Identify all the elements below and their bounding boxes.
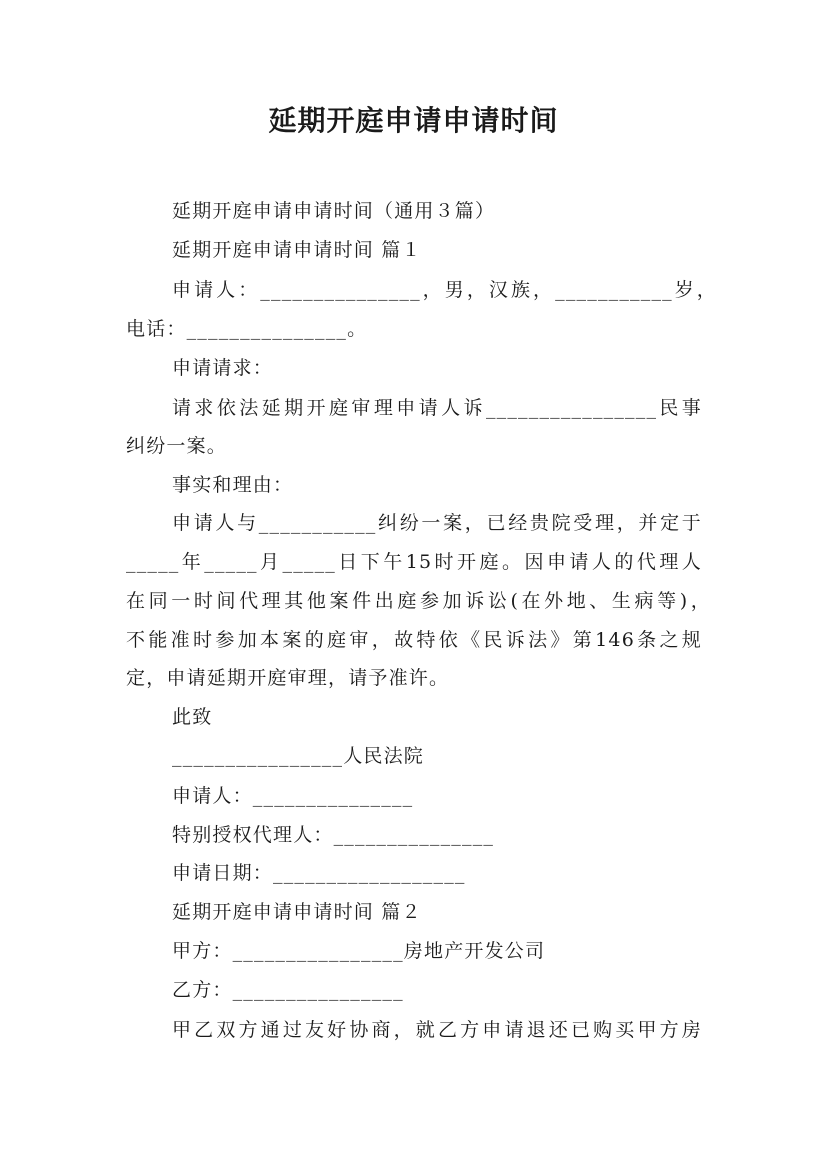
section-heading-2: 延期开庭申请申请时间 篇２: [172, 901, 422, 923]
facts-heading: 事实和理由：: [172, 474, 294, 496]
signature-applicant: 申请人：_______________: [172, 785, 414, 807]
subtitle: 延期开庭申请申请时间（通用３篇）: [172, 200, 496, 222]
party-b-line: 乙方：________________: [172, 979, 404, 1001]
signature-agent: 特别授权代理人：_______________: [172, 824, 495, 846]
facts-paragraph-line: 不能准时参加本案的庭审，故特依《民诉法》第146条之规: [126, 629, 702, 651]
facts-paragraph-line: _____年_____月_____日下午15时开庭。因申请人的代理人: [126, 551, 702, 573]
phone-line: 电话：_______________。: [126, 318, 368, 340]
salutation: 此致: [172, 706, 213, 728]
request-heading: 申请请求：: [172, 357, 274, 379]
section-heading-1: 延期开庭申请申请时间 篇１: [172, 239, 422, 261]
party-a-line: 甲方：________________房地产开发公司: [172, 940, 546, 962]
application-date: 申请日期：__________________: [172, 862, 466, 884]
facts-paragraph-line: 申请人与___________纠纷一案，已经贵院受理，并定于: [172, 512, 702, 534]
request-text-cont: 纠纷一案。: [126, 435, 228, 457]
agreement-paragraph-line: 甲乙双方通过友好协商，就乙方申请退还已购买甲方房: [172, 1019, 702, 1041]
facts-paragraph-line: 在同一时间代理其他案件出庭参加诉讼(在外地、生病等)，: [126, 590, 711, 612]
court-line: ________________人民法院: [172, 745, 425, 767]
facts-paragraph-line: 定，申请延期开庭审理，请予准许。: [126, 667, 450, 689]
request-text: 请求依法延期开庭审理申请人诉________________民事: [172, 397, 702, 419]
document-title: 延期开庭申请申请时间: [268, 104, 559, 137]
applicant-line: 申请人：_______________，男，汉族，___________岁，: [172, 279, 717, 301]
